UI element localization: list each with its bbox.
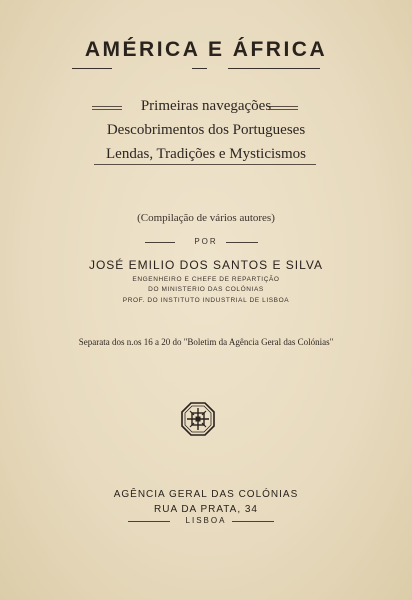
author-name: JOSÉ EMILIO DOS SANTOS E SILVA [88, 258, 324, 272]
publisher-address: RUA DA PRATA, 34 [154, 504, 258, 515]
author-credential-3: PROF. DO INSTITUTO INDUSTRIAL DE LISBOA [122, 297, 290, 304]
publisher-emblem-icon [181, 402, 215, 436]
title-underline-right [228, 68, 320, 69]
publisher-name: AGÊNCIA GERAL DAS COLÓNIAS [113, 489, 299, 500]
subtitle-bottom-rule [94, 164, 316, 165]
subtitle-line-2: Descobrimentos dos Portugueses [106, 122, 306, 138]
title-underline-left [72, 68, 112, 69]
book-title: AMÉRICA E ÁFRICA [84, 38, 328, 61]
title-underline-middle [192, 68, 207, 69]
author-credential-1: ENGENHEIRO E CHEFE DE REPARTIÇÃO [132, 276, 280, 283]
city-rule-right [232, 521, 274, 522]
por-rule-right [226, 242, 258, 243]
author-credential-2: DO MINISTERIO DAS COLÓNIAS [148, 286, 264, 293]
by-label: POR [194, 237, 218, 246]
compilation-note: (Compilação de vários autores) [137, 212, 275, 224]
subtitle-line-1: Primeiras navegações [140, 98, 272, 114]
separata-note: Separata dos n.os 16 a 20 do "Boletim da Agência Geral das Colónias" [78, 337, 334, 347]
subtitle-line-3: Lendas, Tradições e Mysticismos [106, 146, 306, 162]
publisher-city: LISBOA [185, 516, 227, 525]
